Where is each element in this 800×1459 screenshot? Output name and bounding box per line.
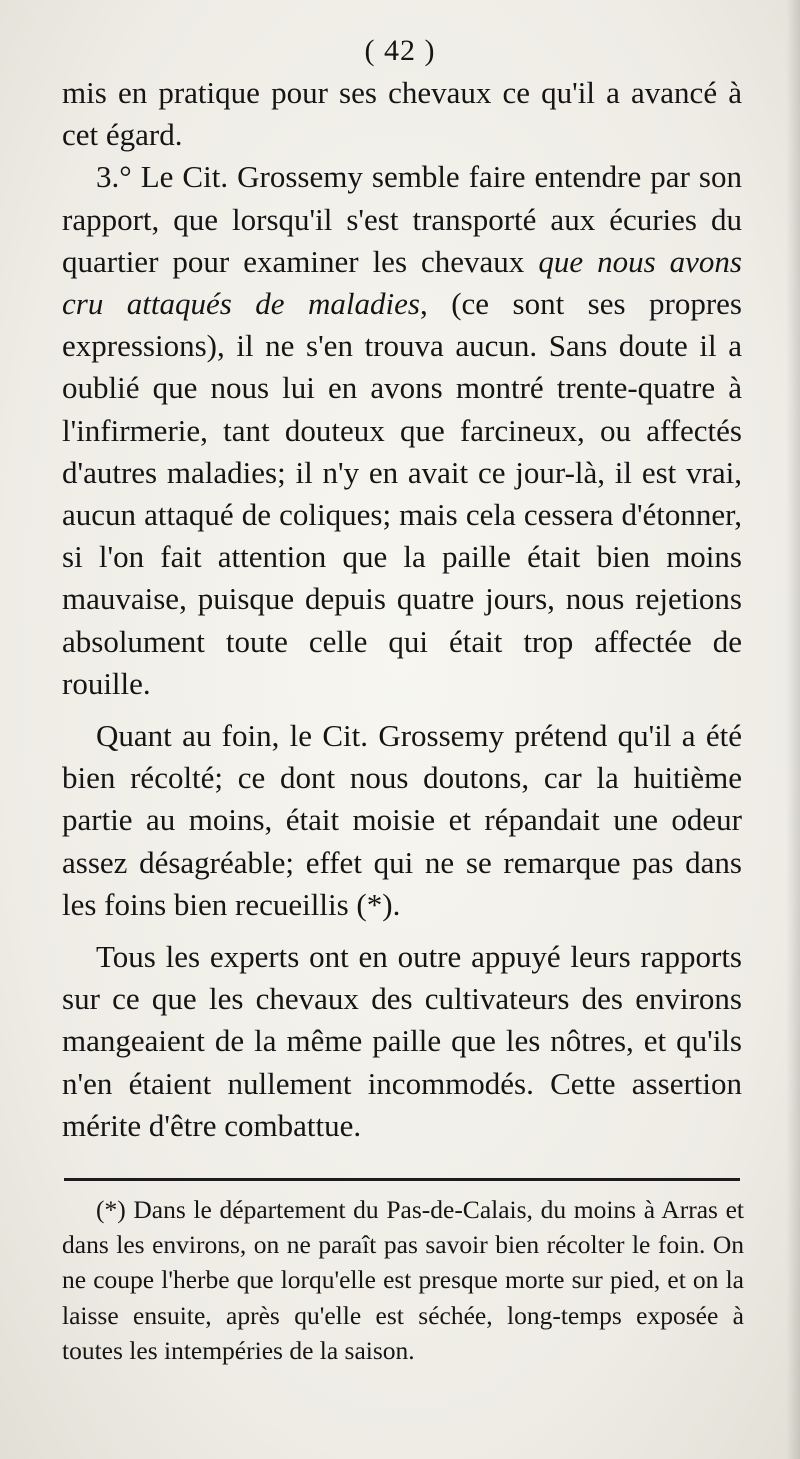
paragraph-point-3 [62,156,742,705]
footnote-divider [64,1178,740,1181]
page-edge-shadow [786,0,800,1459]
paragraph-point-3-end: , (ce sont ses propres expressions), il ne s'en trouva aucun. Sans doute il a oublié que nous lui en avons montré trente-quatre à l'infirmerie, tant douteux que farcineux, ou affectés d'autres maladies; il n'y en avait ce jour-là, il est vrai, aucun attaqué de coliques; mais cela cessera d'étonner, si l'on fait attention que la paille était bien moins mauvaise, puisque depuis quatre jours, nous rejetions absolument toute celle qui était trop affectée de rouille. [62,286,742,701]
paragraph-experts: Tous les experts ont en outre appuyé leurs rapports sur ce que les chevaux des cultivateurs des environs mangeaient de la même paille que les nôtres, et qu'ils n'en étaient nullement incommodés. Cette assertion mérite d'être combattue. [62,939,742,1143]
quoted-expression: que nous avons cru attaqués de maladies [62,243,742,322]
main-text [62,72,742,1147]
paragraph-point-3-start: 3.° Le Cit. Grossemy semble faire entendre par son rapport, que lorsqu'il s'est transporté aux écuries du quartier pour examiner les chevaux [62,159,742,279]
footnote-text: (*) Dans le département du Pas-de-Calais, du moins à Arras et dans les environs, on ne paraît pas savoir bien récolter le foin. On ne coupe l'herbe que lorqu'elle est presque morte sur pied, et on la laisse ensuite, après qu'elle est séchée, long-temps exposée à toutes les intempéries de la saison. [62,1195,744,1365]
paragraph-continuation: mis en pratique pour ses chevaux ce qu'il a avancé à cet égard. [62,75,742,153]
page-number: ( 42 ) [364,34,436,67]
footnote [62,1192,744,1368]
paragraph-foin: Quant au foin, le Cit. Grossemy prétend qu'il a été bien récolté; ce dont nous doutons, car la huitième partie au moins, était moisie et répandait une odeur assez désagréable; effet qui ne se remarque pas dans les foins bien recueillis (*). [62,718,742,922]
